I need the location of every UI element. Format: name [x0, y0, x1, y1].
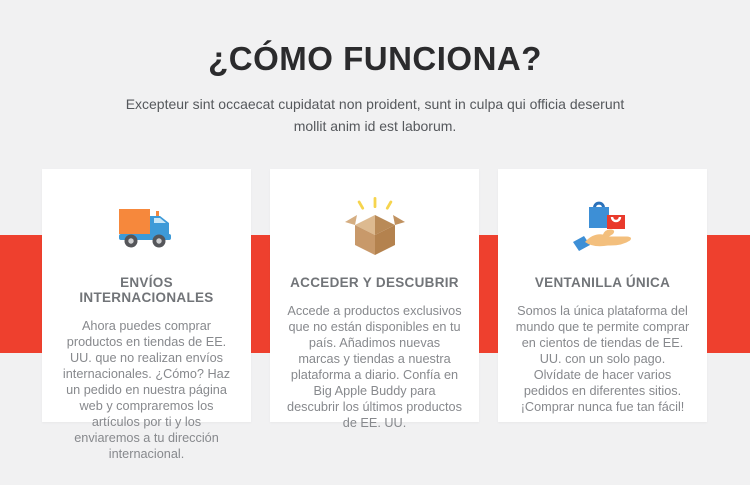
page-subtitle: Excepteur sint occaecat cupidatat non proident, sunt in culpa qui officia deserunt mollit anim id est laborum.: [125, 96, 625, 134]
hand-with-shopping-bags-icon: [515, 189, 690, 263]
card-acceder-y-descubrir: [270, 169, 479, 430]
feature-cards-row: [42, 169, 708, 461]
card-ventanilla-unica: [498, 169, 707, 422]
card-title: ACCEDER Y DESCUBRIR: [290, 275, 459, 290]
delivery-truck-icon: [59, 189, 234, 263]
card-body: Accede a productos exclusivos que no están disponibles en tu país. Añadimos nuevas marcas y tiendas a nuestra plataforma a diario. Confía en Big Apple Buddy para descubrir los últimos productos de EE. UU.: [287, 304, 462, 430]
section-header: [0, 40, 750, 137]
open-box-icon: [287, 189, 462, 263]
card-title: VENTANILLA ÚNICA: [534, 275, 671, 290]
card-envios-internacionales: [42, 169, 251, 461]
card-title: ENVÍOS INTERNACIONALES: [79, 275, 214, 305]
card-body: Ahora puedes comprar productos en tiendas de EE. UU. que no realizan envíos internacionales. ¿Cómo? Haz un pedido en nuestra página web y compraremos los artículos por ti y los enviaremos a tu dirección internacional.: [62, 319, 231, 461]
page-title: ¿CÓMO FUNCIONA?: [208, 40, 542, 77]
card-body: Somos la única plataforma del mundo que te permite comprar en cientos de tiendas de EE. UU. con un solo pago. Olvídate de hacer varios pedidos en diferentes sitios. ¡Comprar nunca fue tan fácil!: [515, 304, 690, 414]
